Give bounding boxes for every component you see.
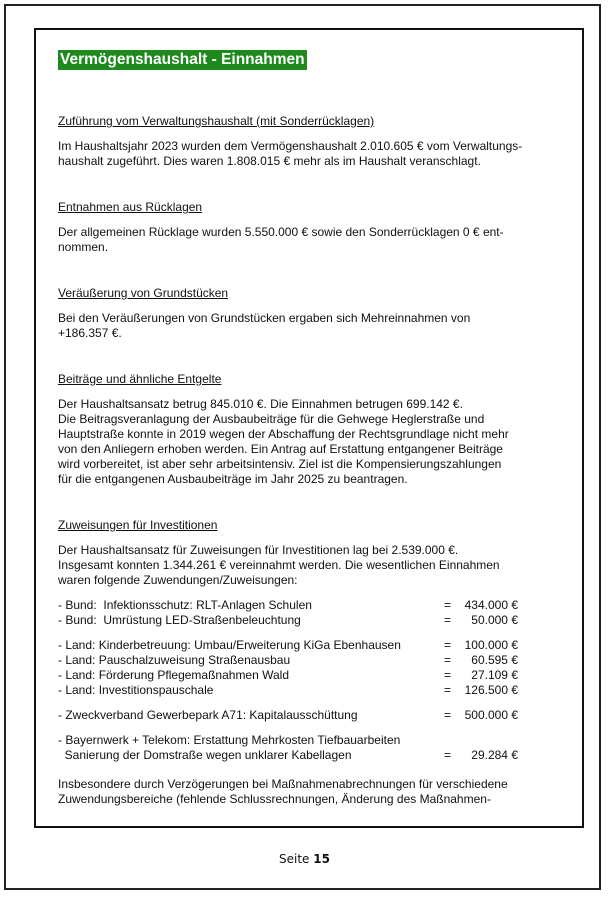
paragraph-line: Der Haushaltsansatz betrug 845.010 €. Die Einnahmen betrugen 699.142 €. (58, 397, 463, 411)
paragraph-line: Insbesondere durch Verzögerungen bei Maßnahmenabrechnungen für verschiedene (58, 777, 508, 791)
paragraph-line: Der Haushaltsansatz für Zuweisungen für Investitionen lag bei 2.539.000 €. (58, 543, 459, 557)
list-item (58, 598, 578, 613)
item-label: - Bund: Umrüstung LED-Straßenbeleuchtung (58, 613, 301, 627)
paragraph-line: Insgesamt konnten 1.344.261 € vereinnahmt werden. Die wesentlichen Einnahmen (58, 558, 500, 572)
page-label: Seite (279, 852, 314, 866)
list-item (58, 708, 578, 723)
item-label: - Bayernwerk + Telekom: Erstattung Mehrkosten Tiefbauarbeiten (58, 733, 401, 747)
list-item (58, 668, 578, 683)
item-amount: 50.000 € (471, 613, 518, 627)
item-equals: = (444, 653, 452, 667)
paragraph-line: waren folgende Zuwendungen/Zuweisungen: (58, 573, 298, 587)
closing-paragraph (58, 777, 578, 807)
item-amount: 29.284 € (471, 748, 518, 762)
section-zufuehrung (58, 114, 578, 169)
paragraph-line: wird vorbereitet, ist aber sehr arbeitsintensiv. Ziel ist die Kompensierungszahlungen (58, 457, 502, 471)
paragraph-line: +186.357 €. (58, 326, 122, 340)
item-equals: = (444, 638, 452, 652)
item-equals: = (444, 708, 452, 722)
item-equals: = (444, 598, 452, 612)
item-amount: 500.000 € (464, 708, 518, 722)
paragraph-line: von den Anliegern erhoben werden. Ein Antrag auf Erstattung entgangener Beiträge (58, 442, 503, 456)
section-entnahmen (58, 200, 578, 255)
item-equals: = (444, 683, 452, 697)
item-group-zweckverband (58, 708, 578, 723)
paragraph-line: nommen. (58, 240, 109, 254)
item-group-land (58, 638, 578, 698)
item-label: - Land: Förderung Pflegemaßnahmen Wald (58, 668, 290, 682)
item-amount: 434.000 € (464, 598, 518, 612)
section-zuweisungen (58, 518, 578, 807)
paragraph-line: Hauptstraße konnte in 2019 wegen der Abschaffung der Rechtsgrundlage nicht mehr (58, 427, 509, 441)
section-heading: Veräußerung von Grundstücken (58, 286, 229, 300)
paragraph-line: Die Beitragsveranlagung der Ausbaubeiträge für die Gehwege Heglerstraße und (58, 412, 485, 426)
item-equals: = (444, 668, 452, 682)
paragraph-line: Im Haushaltsjahr 2023 wurden dem Vermögenshaushalt 2.010.605 € vom Verwaltungs- (58, 139, 523, 153)
page-footer (0, 852, 609, 866)
item-group-bund (58, 598, 578, 628)
paragraph-line: Bei den Veräußerungen von Grundstücken ergaben sich Mehreinnahmen von (58, 311, 471, 325)
section-heading: Entnahmen aus Rücklagen (58, 200, 203, 214)
list-item (58, 733, 578, 748)
page-number: 15 (313, 852, 330, 866)
document-content (58, 50, 578, 807)
item-amount: 60.595 € (471, 653, 518, 667)
section-heading: Zuführung vom Verwaltungshaushalt (mit Sonderrücklagen) (58, 114, 375, 128)
item-group-bayernwerk (58, 733, 578, 763)
item-amount: 126.500 € (464, 683, 518, 697)
list-item (58, 653, 578, 668)
item-amount: 100.000 € (464, 638, 518, 652)
page-title: Vermögenshaushalt - Einnahmen (60, 51, 305, 68)
item-label: - Bund: Infektionsschutz: RLT-Anlagen Schulen (58, 598, 312, 612)
list-item (58, 638, 578, 653)
list-item (58, 683, 578, 698)
item-label: - Land: Kinderbetreuung: Umbau/Erweiterung KiGa Ebenhausen (58, 638, 401, 652)
paragraph-line: Zuwendungsbereiche (fehlende Schlussrechnungen, Änderung des Maßnahmen- (58, 792, 491, 806)
list-item (58, 748, 578, 763)
paragraph-line: Der allgemeinen Rücklage wurden 5.550.000 € sowie den Sonderrücklagen 0 € ent- (58, 225, 504, 239)
paragraph-line: für die entgangenen Ausbaubeiträge im Jahr 2025 zu beantragen. (58, 472, 408, 486)
item-label: - Land: Pauschalzuweisung Straßenausbau (58, 653, 291, 667)
item-amount: 27.109 € (471, 668, 518, 682)
list-item (58, 613, 578, 628)
item-label: - Land: Investitionspauschale (58, 683, 214, 697)
section-heading: Zuweisungen für Investitionen (58, 518, 218, 532)
item-label: Sanierung der Domstraße wegen unklarer Kabellagen (58, 748, 352, 762)
section-heading: Beiträge und ähnliche Entgelte (58, 372, 222, 386)
item-equals: = (444, 613, 452, 627)
item-label: - Zweckverband Gewerbepark A71: Kapitalausschüttung (58, 708, 358, 722)
section-veraeusserung (58, 286, 578, 341)
item-equals: = (444, 748, 452, 762)
paragraph-line: haushalt zugeführt. Dies waren 1.808.015 € mehr als im Haushalt veranschlagt. (58, 154, 481, 168)
section-beitraege (58, 372, 578, 487)
